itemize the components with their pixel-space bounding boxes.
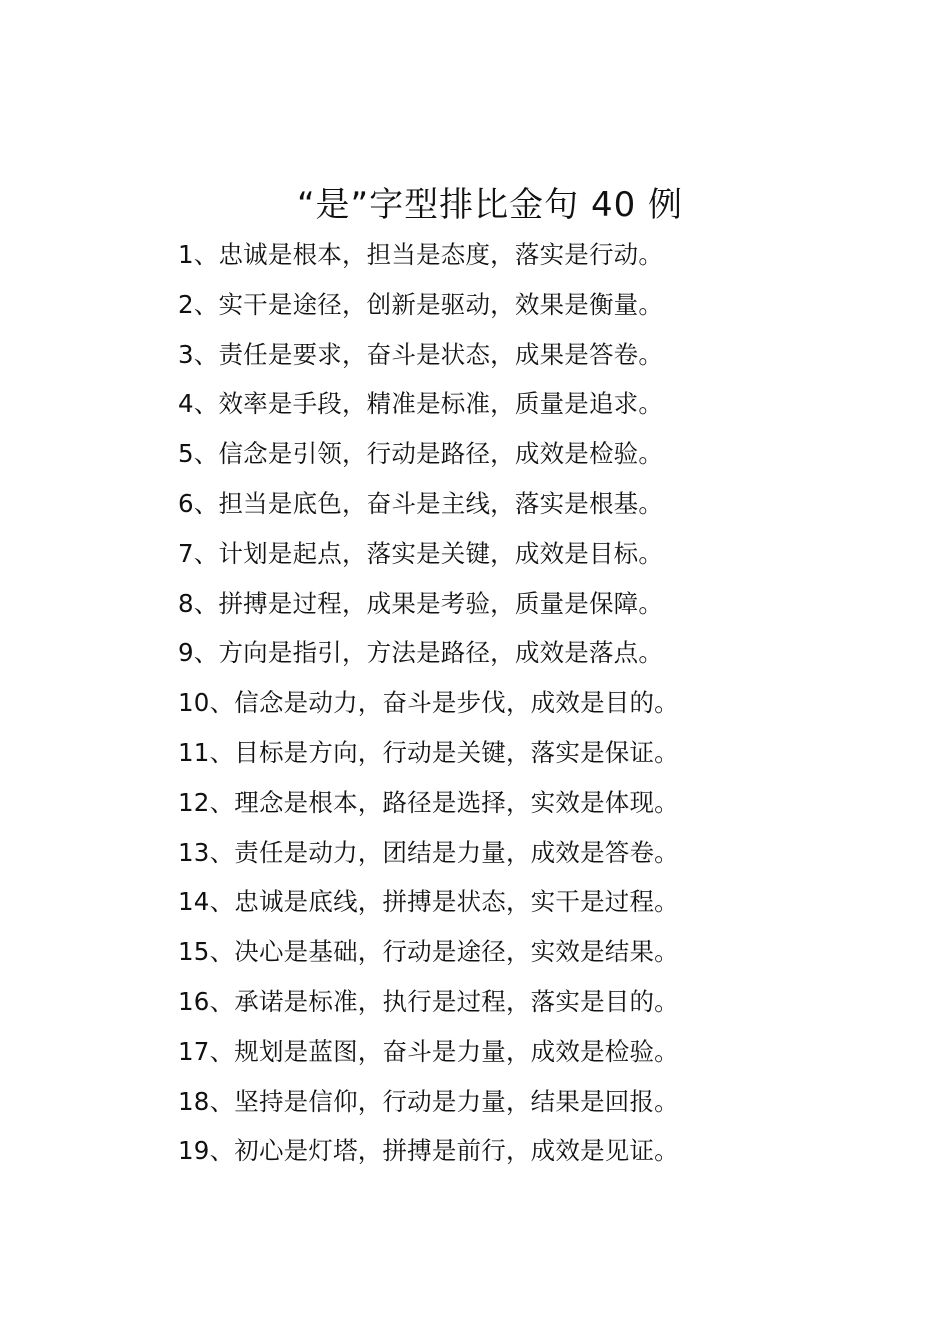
list-item: 16、承诺是标准，执行是过程，落实是目的。 [178, 986, 679, 1016]
list-item: 15、决心是基础，行动是途径，实效是结果。 [178, 937, 679, 967]
list-item: 13、责任是动力，团结是力量，成效是答卷。 [178, 837, 679, 867]
list-item: 9、方向是指引，方法是路径，成效是落点。 [178, 638, 664, 668]
list-item: 6、担当是底色，奋斗是主线，落实是根基。 [178, 488, 664, 518]
list-item: 18、坚持是信仰，行动是力量，结果是回报。 [178, 1086, 679, 1116]
document-title: “是”字型排比金句 40 例 [296, 185, 684, 225]
list-item: 8、拼搏是过程，成果是考验，质量是保障。 [178, 588, 664, 618]
list-item: 7、计划是起点，落实是关键，成效是目标。 [178, 538, 664, 568]
list-item: 14、忠诚是底线，拼搏是状态，实干是过程。 [178, 887, 679, 917]
list-item: 19、初心是灯塔，拼搏是前行，成效是见证。 [178, 1136, 679, 1166]
list-item: 1、忠诚是根本，担当是态度，落实是行动。 [178, 240, 664, 269]
list-item: 10、信念是动力，奋斗是步伐，成效是目的。 [178, 688, 679, 718]
list-item: 17、规划是蓝图，奋斗是力量，成效是检验。 [178, 1036, 679, 1066]
list-item: 2、实干是途径，创新是驱动，效果是衡量。 [178, 289, 664, 319]
sentence-list [178, 230, 679, 1176]
list-item: 3、责任是要求，奋斗是状态，成果是答卷。 [178, 339, 664, 369]
list-item: 12、理念是根本，路径是选择，实效是体现。 [178, 787, 679, 817]
list-item: 4、效率是手段，精准是标准，质量是追求。 [178, 389, 664, 419]
list-item: 5、信念是引领，行动是路径，成效是检验。 [178, 439, 664, 469]
list-item: 11、目标是方向，行动是关键，落实是保证。 [178, 737, 679, 767]
